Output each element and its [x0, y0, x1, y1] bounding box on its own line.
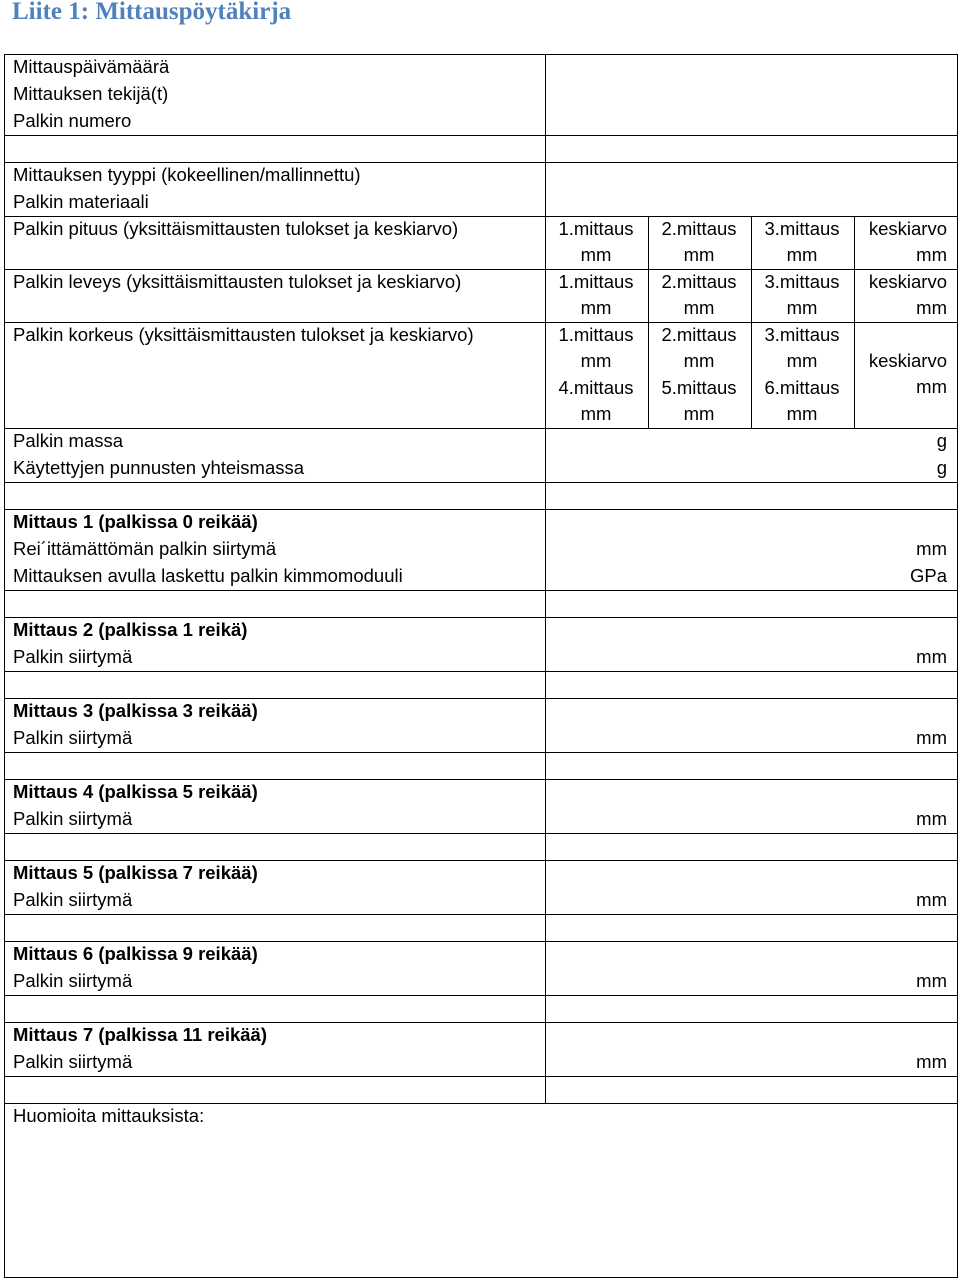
measurement-7-heading: Mittaus 7 (palkissa 11 reikää) — [13, 1024, 267, 1045]
measurement-5-row-1-label: Palkin siirtymä — [13, 889, 133, 910]
height-measurement-3: 3.mittaus mm — [764, 324, 840, 371]
table-rule — [4, 428, 958, 429]
measurers-label: Mittauksen tekijä(t) — [13, 83, 169, 104]
table-rule — [4, 1277, 958, 1278]
length-average: keskiarvo mm — [868, 218, 947, 265]
mass-unit: g — [936, 430, 947, 451]
table-rule — [4, 482, 958, 483]
width-measurement-2: 2.mittaus mm — [661, 271, 737, 318]
length-measurement-3: 3.mittaus mm — [764, 218, 840, 265]
table-rule — [4, 914, 958, 915]
date-label: Mittauspäivämäärä — [13, 56, 170, 77]
measurement-7-row-1-unit: mm — [916, 1051, 947, 1072]
measurement-1-row-2-label: Mittauksen avulla laskettu palkin kimmomoduuli — [13, 565, 403, 586]
measurement-1-row-2-unit: GPa — [909, 565, 947, 586]
table-border-right — [957, 54, 958, 1278]
weights-mass-label: Käytettyjen punnusten yhteismassa — [13, 457, 305, 478]
measurement-2-row-1-label: Palkin siirtymä — [13, 646, 133, 667]
notes-label: Huomioita mittauksista: — [13, 1105, 205, 1126]
measurement-4-row-1-label: Palkin siirtymä — [13, 808, 133, 829]
measurement-1-row-1-label: Rei´ittämättömän palkin siirtymä — [13, 538, 277, 559]
length-measurement-1: 1.mittaus mm — [558, 218, 634, 265]
measurement-3-heading: Mittaus 3 (palkissa 3 reikää) — [13, 700, 258, 721]
measurement-5-heading: Mittaus 5 (palkissa 7 reikää) — [13, 862, 258, 883]
measurement-2-row-1-unit: mm — [916, 646, 947, 667]
table-border-left — [4, 54, 5, 1278]
length-measurement-2: 2.mittaus mm — [661, 218, 737, 265]
measurement-2-heading: Mittaus 2 (palkissa 1 reikä) — [13, 619, 248, 640]
width-label: Palkin leveys (yksittäismittausten tulokset ja keskiarvo) — [13, 271, 462, 292]
height-measurement-1: 1.mittaus mm — [558, 324, 634, 371]
beam-number-label: Palkin numero — [13, 110, 132, 131]
width-average: keskiarvo mm — [868, 271, 947, 318]
measurement-4-row-1-unit: mm — [916, 808, 947, 829]
table-rule — [4, 135, 958, 136]
height-measurement-6: 6.mittaus mm — [764, 377, 840, 424]
measurement-3-row-1-unit: mm — [916, 727, 947, 748]
measurement-6-heading: Mittaus 6 (palkissa 9 reikää) — [13, 943, 258, 964]
measurement-3-row-1-label: Palkin siirtymä — [13, 727, 133, 748]
table-column-divider — [545, 54, 546, 1104]
table-rule — [4, 752, 958, 753]
measurement-4-heading: Mittaus 4 (palkissa 5 reikää) — [13, 781, 258, 802]
table-rule — [4, 1076, 958, 1077]
material-label: Palkin materiaali — [13, 191, 149, 212]
mass-label: Palkin massa — [13, 430, 124, 451]
width-measurement-3: 3.mittaus mm — [764, 271, 840, 318]
page-title: Liite 1: Mittauspöytäkirja — [12, 0, 292, 25]
measurement-6-row-1-unit: mm — [916, 970, 947, 991]
height-average: keskiarvo mm — [868, 350, 947, 397]
table-column-divider — [751, 216, 752, 429]
measurement-6-row-1-label: Palkin siirtymä — [13, 970, 133, 991]
measurement-1-heading: Mittaus 1 (palkissa 0 reikää) — [13, 511, 258, 532]
weights-mass-unit: g — [936, 457, 947, 478]
height-measurement-2: 2.mittaus mm — [661, 324, 737, 371]
height-label: Palkin korkeus (yksittäismittausten tulokset ja keskiarvo) — [13, 324, 474, 345]
measurement-7-row-1-label: Palkin siirtymä — [13, 1051, 133, 1072]
table-rule — [4, 995, 958, 996]
table-rule — [4, 833, 958, 834]
height-measurement-5: 5.mittaus mm — [661, 377, 737, 424]
measurement-5-row-1-unit: mm — [916, 889, 947, 910]
measurement-type-label: Mittauksen tyyppi (kokeellinen/mallinnettu) — [13, 164, 361, 185]
height-measurement-4: 4.mittaus mm — [558, 377, 634, 424]
table-column-divider — [648, 216, 649, 429]
width-measurement-1: 1.mittaus mm — [558, 271, 634, 318]
table-rule — [4, 590, 958, 591]
table-rule — [4, 671, 958, 672]
measurement-1-row-1-unit: mm — [916, 538, 947, 559]
table-column-divider — [854, 216, 855, 429]
length-label: Palkin pituus (yksittäismittausten tulokset ja keskiarvo) — [13, 218, 459, 239]
